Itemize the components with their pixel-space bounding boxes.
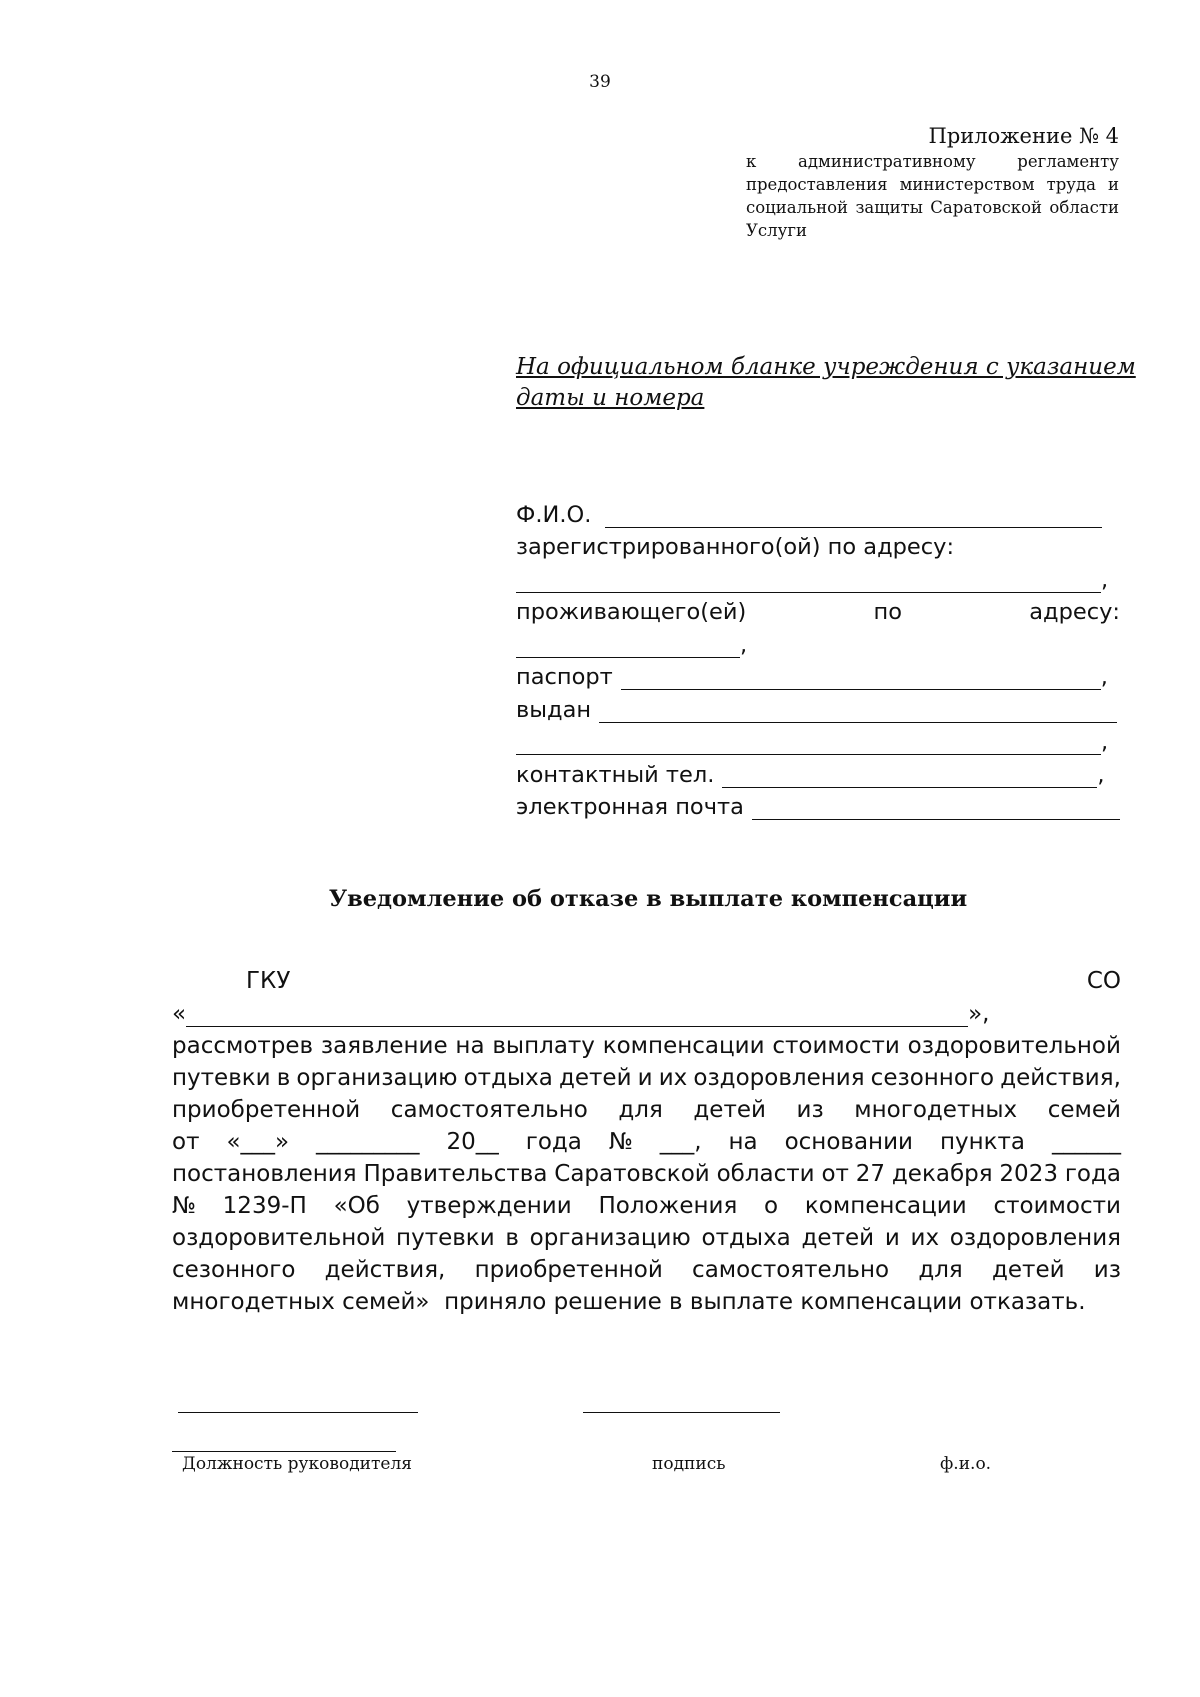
word: в [276,1065,291,1091]
signature-label: подпись [652,1454,726,1474]
passport-label: паспорт [516,664,613,690]
residing-word: проживающего(ей) [516,599,747,625]
annex-word: к [746,152,757,171]
word: сезонного [870,1065,995,1091]
word: организацию [529,1225,691,1251]
word: ______ [1051,1129,1121,1155]
word: рассмотрев [172,1033,314,1059]
word: на [728,1129,758,1155]
annex-line-1 [746,150,1119,173]
residing-word: по [873,599,903,625]
body-line-3 [172,1027,1121,1059]
word: оздоровительной [907,1033,1121,1059]
word: от [172,1129,200,1155]
word: основании [784,1129,913,1155]
phone-row [516,756,1120,788]
word: Правительства [363,1161,548,1187]
word: ___, [659,1129,702,1155]
decision-text: многодетных семей» приняло решение в выплате компенсации отказать. [172,1289,1086,1315]
body-line-1 [172,962,1121,994]
passport-blank [621,667,1101,690]
registered-address-row [516,561,1120,593]
word: в [505,1225,519,1251]
email-label: электронная почта [516,794,744,820]
word: их [658,1065,688,1091]
word: для [918,1257,963,1283]
issued-label: выдан [516,697,592,723]
comma: , [1097,762,1105,788]
word: детей [801,1225,875,1251]
word: стоимости [993,1193,1121,1219]
word: детей [693,1097,766,1123]
fio-row [516,496,1120,528]
passport-row [516,658,1120,690]
word: стоимости [772,1033,900,1059]
annex-word: Саратовской [930,198,1042,217]
issued-continuation-row [516,723,1120,755]
word: организацию [296,1065,458,1091]
letterhead-note [516,352,1136,414]
word: года [1064,1161,1121,1187]
word: детей [992,1257,1065,1283]
word: на [455,1033,485,1059]
word: из [796,1097,824,1123]
word: о [764,1193,779,1219]
word: оздоровления [693,1065,865,1091]
word: семей [1047,1097,1121,1123]
word: для [618,1097,663,1123]
word: действия, [1000,1065,1121,1091]
annex-word: министерством [899,175,1035,194]
word: области [716,1161,815,1187]
comma: , [1100,664,1108,690]
word: путевки [172,1065,271,1091]
body-line-6 [172,1123,1121,1155]
annex-word: социальной [746,198,849,217]
word: самостоятельно [692,1257,890,1283]
gku-text: ГКУ [246,968,291,994]
word: № [172,1193,196,1219]
annex-word: административному [798,152,976,171]
word: приобретенной [474,1257,663,1283]
word: отдыха [463,1065,553,1091]
word: декабря [891,1161,993,1187]
annex-word: предоставления [746,175,888,194]
issued-row [516,691,1120,723]
word: от [821,1161,849,1187]
registered-label: зарегистрированного(ой) по адресу: [516,534,955,560]
position-label: Должность руководителя [182,1454,412,1474]
body-line-4 [172,1059,1121,1091]
annex-header [746,122,1119,242]
word: самостоятельно [390,1097,588,1123]
residing-address-blank [516,635,740,658]
quote-open: « [172,1001,187,1027]
word: Положения [598,1193,738,1219]
word: № [608,1129,633,1155]
letterhead-line: На официальном бланке учреждения с указанием [516,354,1136,380]
name-label: ф.и.о. [940,1454,992,1474]
word: действия, [324,1257,446,1283]
body-line-2 [172,995,1121,1027]
annex-word: и [1107,175,1119,194]
word: путевки [396,1225,495,1251]
notice-title: Уведомление об отказе в выплате компенсации [328,886,968,912]
annex-line-3 [746,196,1119,219]
word: сезонного [172,1257,296,1283]
comma: , [1101,567,1109,593]
body-line-5 [172,1091,1121,1123]
word: детей [558,1065,632,1091]
phone-blank [722,765,1097,788]
word: их [910,1225,940,1251]
comma: , [1101,729,1109,755]
word: утверждении [406,1193,572,1219]
word: и [637,1065,653,1091]
annex-word: защиты [855,198,923,217]
word: отдыха [701,1225,791,1251]
body-line-9 [172,1219,1121,1251]
word: оздоровления [949,1225,1121,1251]
comma: , [740,632,748,658]
word: и [884,1225,900,1251]
email-blank [752,797,1120,820]
word: приобретенной [172,1097,361,1123]
institution-blank [186,1004,968,1027]
word: 1239-П [222,1193,307,1219]
email-row [516,788,1120,820]
residing-row [516,593,1120,625]
annex-line-2 [746,173,1119,196]
word: 27 [855,1161,886,1187]
body-line-11 [172,1283,1121,1315]
body-line-10 [172,1251,1121,1283]
fio-blank [605,505,1102,528]
annex-word: регламенту [1017,152,1119,171]
word: заявление [320,1033,448,1059]
word: года [525,1129,582,1155]
signature-line [583,1412,780,1413]
phone-label: контактный тел. [516,762,715,788]
body-line-7 [172,1155,1121,1187]
word: оздоровительной [172,1225,386,1251]
position-underline [172,1451,396,1452]
so-text: СО [1086,968,1121,994]
registered-row [516,528,1120,560]
page-number: 39 [589,72,611,92]
position-line [178,1412,418,1413]
issued-continuation-blank [516,732,1101,755]
word: многодетных [854,1097,1018,1123]
word: пункта [939,1129,1026,1155]
residing-word: адресу: [1029,599,1120,625]
word: 20__ [446,1129,499,1155]
annex-word: труда [1046,175,1096,194]
body-line-8 [172,1187,1121,1219]
issued-blank [599,700,1117,723]
fio-label: Ф.И.О. [516,502,592,528]
registered-address-blank [516,570,1101,593]
word: Саратовской [554,1161,710,1187]
word: компенсации [602,1033,765,1059]
word: «___» [226,1129,290,1155]
word: из [1093,1257,1121,1283]
word: «Об [333,1193,380,1219]
annex-line-4: Услуги [746,221,807,240]
quote-close: », [968,1001,990,1027]
word: 2023 [999,1161,1058,1187]
letterhead-line: даты и номера [516,385,705,411]
annex-word: области [1049,198,1119,217]
residing-address-row [516,626,1120,658]
word: компенсации [804,1193,967,1219]
annex-title: Приложение № 4 [928,124,1119,148]
word: постановления [172,1161,357,1187]
word: выплату [492,1033,595,1059]
word: _________ [316,1129,420,1155]
